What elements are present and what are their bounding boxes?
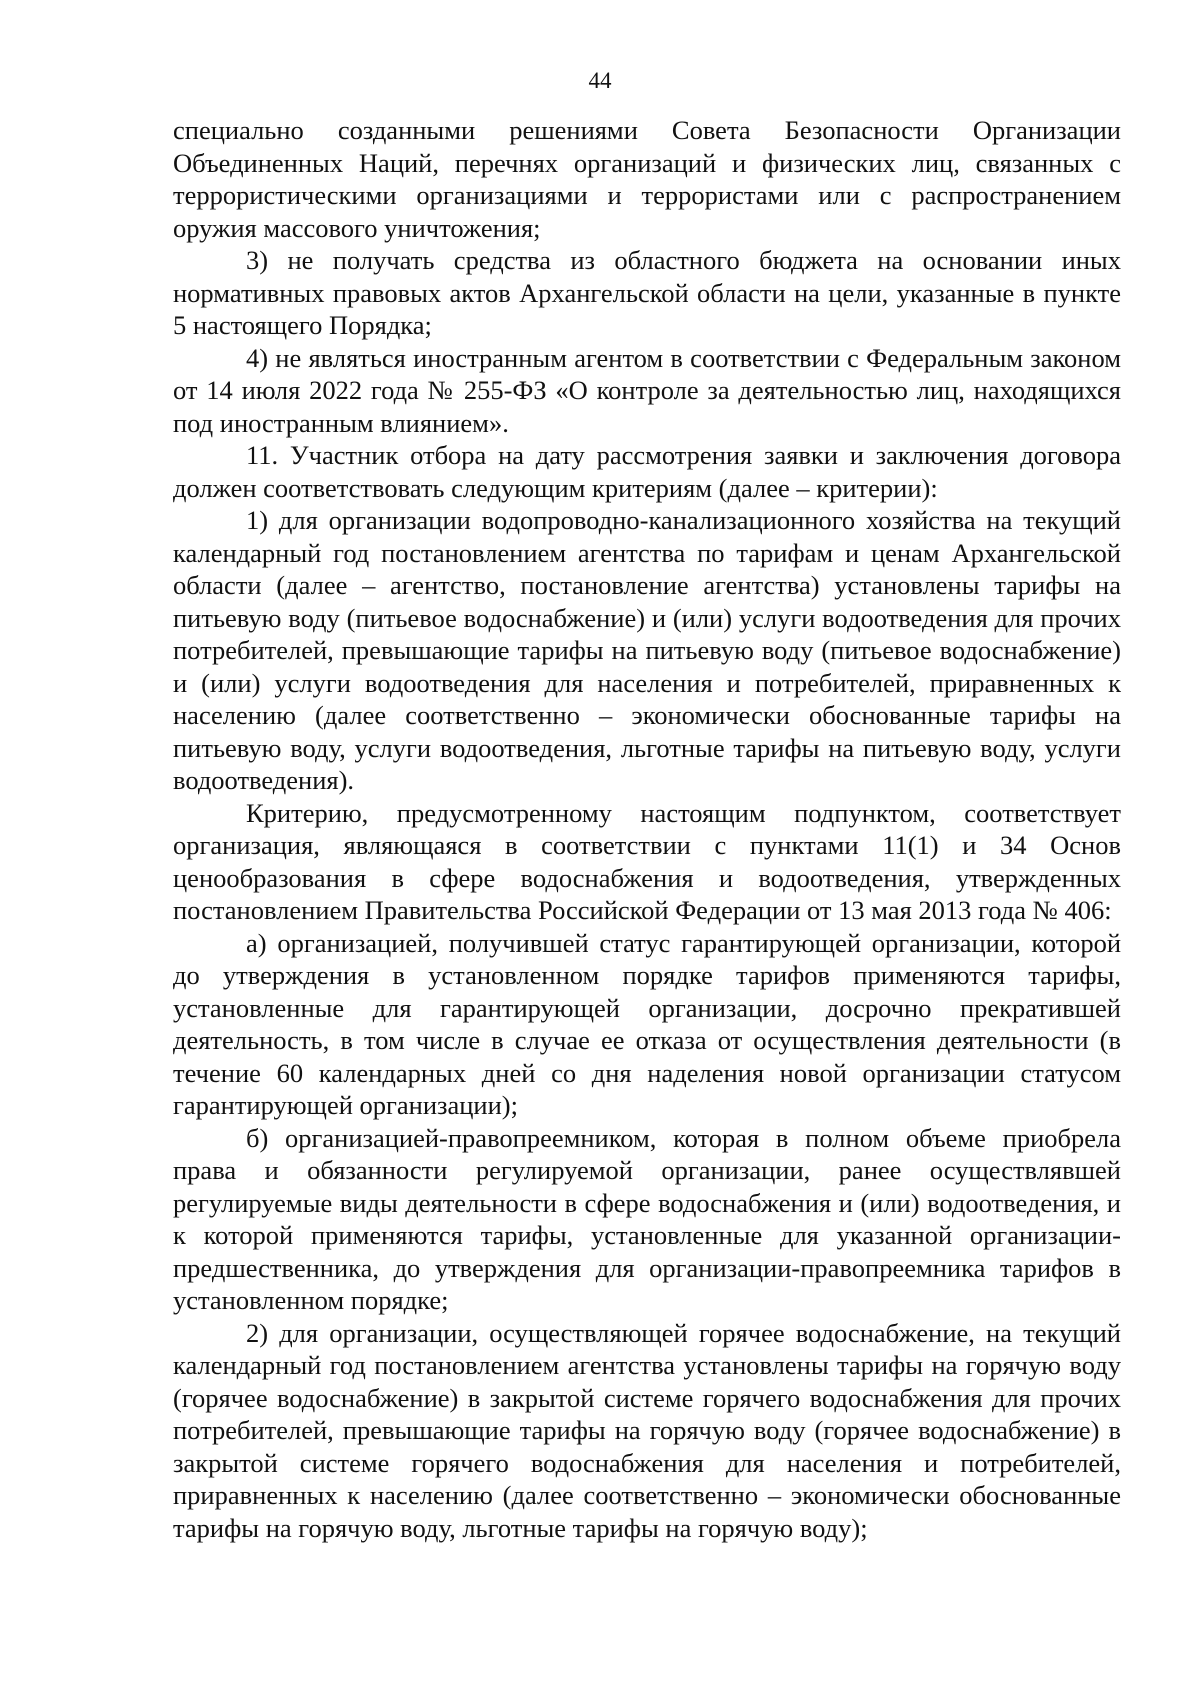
paragraph-criterion-1: 1) для организации водопроводно-канализационного хозяйства на текущий календарный год постановлением агентства по тарифам и ценам Архангельской области (далее – агентство, постановление агентства) установлены тарифы на питьевую воду (питьевое водоснабжение) и (или) услуги водоотведения для прочих потребителей, превышающие тарифы на питьевую воду (питьевое водоснабжение) и (или) услуги водоотведения для населения и потребителей, приравненных к населению (далее соответственно – экономически обоснованные тарифы на питьевую воду, услуги водоотведения, льготные тарифы на питьевую воду, услуги водоотведения). — [173, 505, 1121, 795]
paragraph-clause-11: 11. Участник отбора на дату рассмотрения заявки и заключения договора должен соответствовать следующим критериям (далее – критерии): — [173, 440, 1121, 503]
paragraph-continuation: специально созданными решениями Совета Безопасности Организации Объединенных Наций, перечнях организаций и физических лиц, связанных с террористическими организациями и террористами или с распространением оружия массового уничтожения; — [173, 115, 1121, 243]
paragraph-subitem-b: б) организацией-правопреемником, которая в полном объеме приобрела права и обязанности регулируемой организации, ранее осуществлявшей регулируемые виды деятельности в сфере водоснабжения и (или) водоотведения, и к которой применяются тарифы, установленные для указанной организации-предшественника, до утверждения для организации-правопреемника тарифов в установленном порядке; — [173, 1122, 1121, 1315]
paragraph-criterion-note: Критерию, предусмотренному настоящим подпунктом, соответствует организация, являющаяся в соответствии с пунктами 11(1) и 34 Основ ценообразования в сфере водоснабжения и водоотведения, утвержденных постановлением Правительства Российской Федерации от 13 мая 2013 года № 406: — [173, 797, 1121, 925]
paragraph-item-3: 3) не получать средства из областного бюджета на основании иных нормативных правовых актов Архангельской области на цели, указанные в пункте 5 настоящего Порядка; — [173, 245, 1121, 340]
paragraph-subitem-a: а) организацией, получившей статус гарантирующей организации, которой до утверждения в установленном порядке тарифов применяются тарифы, установленные для гарантирующей организации, досрочно прекратившей деятельность, в том числе в случае ее отказа от осуществления деятельности (в течение 60 календарных дней со дня наделения новой организации статусом гарантирующей организации); — [173, 927, 1121, 1120]
paragraph-criterion-2: 2) для организации, осуществляющей горячее водоснабжение, на текущий календарный год постановлением агентства установлены тарифы на горячую воду (горячее водоснабжение) в закрытой системе горячего водоснабжения для прочих потребителей, превышающие тарифы на горячую воду (горячее водоснабжение) в закрытой системе горячего водоснабжения для населения и потребителей, приравненных к населению (далее соответственно – экономически обоснованные тарифы на горячую воду, льготные тарифы на горячую воду); — [173, 1317, 1121, 1543]
page-number: 44 — [588, 68, 612, 93]
body-text — [173, 114, 1121, 1544]
paragraph-item-4: 4) не являться иностранным агентом в соответствии с Федеральным законом от 14 июля 2022 года № 255-ФЗ «О контроле за деятельностью лиц, находящихся под иностранным влиянием». — [173, 342, 1121, 438]
